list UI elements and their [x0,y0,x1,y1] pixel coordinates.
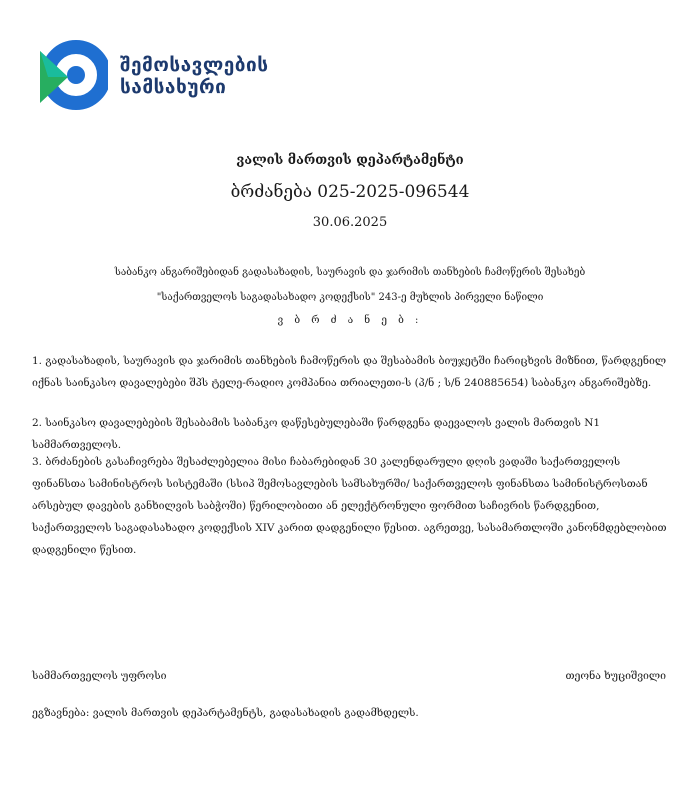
signatory-role: სამმართველოს უფროსი [32,670,167,682]
signatory-name: თეონა ხუციშვილი [565,670,666,682]
order-number: ბრძანება 025-2025-096544 [230,182,470,202]
department-title: ვალის მართვის დეპარტამენტი [236,153,464,168]
order-paragraph-2: 2. საინკასო დავალებების შესაბამის საბანკო დაწესებულებაში წარდგენა დაევალოს ვალის მართვის N1 სამმართველოს. [32,417,601,451]
logo-line-1: შემოსავლების [120,53,269,76]
order-paragraph-1: 1. გადასახადის, საურავის და ჯარიმის თანხების ჩამოწერის და შესაბამის ბიუჯეტში ჩარიცხვის მიზნით, წარდგენილ იქნას საინკასო დავალებები შპს ტელე-რადიო კომპანია თრიალეთი-ს (პ/ნ ; ს/ნ 240885654) საბანკო ანგარიშებზე. [32,355,667,389]
preamble-subject: საბანკო ანგარიშებიდან გადასახადის, საურავის და ჯარიმის თანხების ჩამოწერის შესახებ [114,267,586,278]
revenue-service-logo-icon [38,37,108,115]
preamble-order-word: ვ ბ რ ძ ა ნ ე ბ : [277,315,423,326]
order-date: 30.06.2025 [312,215,388,230]
distribution-note: ეგზავნება: ვალის მართვის დეპარტამენტს, გადასახადის გადამხდელს. [32,707,419,719]
logo-line-2: სამსახური [120,76,227,98]
logo-wordmark [120,54,269,99]
order-paragraph-3: 3. ბრძანების გასაჩივრება შესაძლებელია მისი ჩაბარებიდან 30 კალენდარული დღის ვადაში საქართველოს ფინანსთა სამინისტროს სისტემაში (სსიპ შემოსავლების სამსახურში/ საქართველოს ფინანსთა სამინისტროსთან არსებულ დავების განხილვის საბჭოში) წერილობითი ან ელექტრონული ფორმით საჩივრის წარდგენით, საქართველოს საგადასახადო კოდექსის XIV კარით დადგენილი წესით. აგრეთვე, სასამართლოში კანონმდებლობით დადგენილი წესით. [32,456,667,556]
preamble-legal-basis: "საქართველოს საგადასახადო კოდექსის" 243-ე მუხლის პირველი ნაწილი [156,292,544,303]
agency-logo [38,37,269,115]
